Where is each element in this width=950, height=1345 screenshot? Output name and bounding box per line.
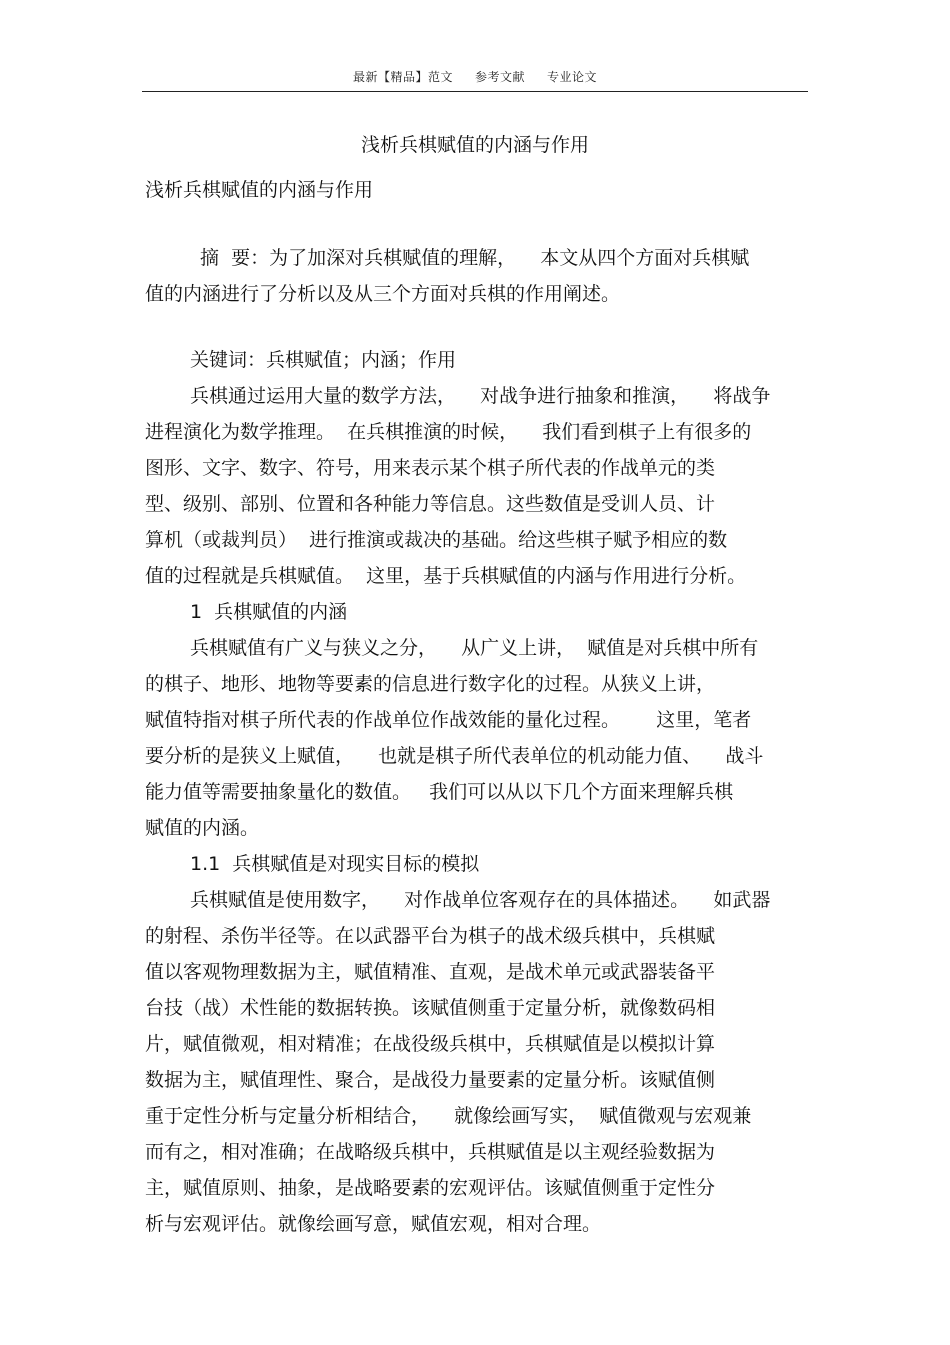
- header-divider: [142, 91, 808, 92]
- paragraph-line: 图形、文字、数字、符号，用来表示某个棋子所代表的作战单元的类: [145, 457, 716, 479]
- subsection-heading: 1.1 兵棋赋值是对现实目标的模拟: [190, 853, 480, 875]
- paragraph-line: 而有之，相对准确；在战略级兵棋中，兵棋赋值是以主观经验数据为: [145, 1141, 716, 1163]
- document-title: 浅析兵棋赋值的内涵与作用: [360, 134, 589, 156]
- paragraph-line: 要分析的是狭义上赋值， 也就是棋子所代表单位的机动能力值、 战斗: [145, 745, 764, 767]
- keywords: 关键词：兵棋赋值；内涵；作用: [190, 349, 457, 371]
- paragraph-line: 兵棋赋值是使用数字， 对作战单位客观存在的具体描述。 如武器: [190, 889, 771, 911]
- paragraph-line: 析与宏观评估。就像绘画写意，赋值宏观，相对合理。: [145, 1213, 602, 1235]
- paragraph-line: 算机（或裁判员） 进行推演或裁决的基础。给这些棋子赋予相应的数: [145, 529, 728, 551]
- abstract-line: 摘 要：为了加深对兵棋赋值的理解， 本文从四个方面对兵棋赋: [200, 247, 750, 269]
- header-item-essay: 最新【精品】范文: [352, 70, 453, 84]
- paragraph-line: 数据为主，赋值理性、聚合，是战役力量要素的定量分析。该赋值侧: [145, 1069, 716, 1091]
- paragraph-line: 兵棋通过运用大量的数学方法， 对战争进行抽象和推演， 将战争: [190, 385, 771, 407]
- document-body: [145, 172, 805, 1242]
- paragraph-line: 值的过程就是兵棋赋值。 这里，基于兵棋赋值的内涵与作用进行分析。: [145, 565, 747, 587]
- paragraph-line: 片，赋值微观，相对精准；在战役级兵棋中，兵棋赋值是以模拟计算: [145, 1033, 716, 1055]
- paragraph-line: 的棋子、地形、地物等要素的信息进行数字化的过程。从狭义上讲，: [145, 673, 716, 695]
- paragraph-line: 兵棋赋值有广义与狭义之分， 从广义上讲， 赋值是对兵棋中所有: [190, 637, 759, 659]
- paragraph-line: 值以客观物理数据为主，赋值精准、直观，是战术单元或武器装备平: [145, 961, 716, 983]
- paragraph-line: 赋值的内涵。: [145, 817, 260, 839]
- paragraph-line: 重于定性分析与定量分析相结合， 就像绘画写实， 赋值微观与宏观兼: [145, 1105, 752, 1127]
- header-item-references: 参考文献: [474, 70, 525, 84]
- paragraph-line: 台技（战）术性能的数据转换。该赋值侧重于定量分析，就像数码相: [145, 997, 716, 1019]
- paragraph-line: 赋值特指对棋子所代表的作战单位作战效能的量化过程。 这里，笔者: [145, 709, 752, 731]
- header-item-papers: 专业论文: [547, 70, 598, 84]
- paragraph-line: 主，赋值原则、抽象，是战略要素的宏观评估。该赋值侧重于定性分: [145, 1177, 716, 1199]
- section-heading: 1 兵棋赋值的内涵: [190, 601, 348, 623]
- article-title: 浅析兵棋赋值的内涵与作用: [145, 179, 374, 201]
- paragraph-line: 进程演化为数学推理。 在兵棋推演的时候， 我们看到棋子上有很多的: [145, 421, 752, 443]
- paragraph-line: 能力值等需要抽象量化的数值。 我们可以从以下几个方面来理解兵棋: [145, 781, 734, 803]
- page-header: [0, 68, 950, 85]
- paragraph-line: 的射程、杀伤半径等。在以武器平台为棋子的战术级兵棋中，兵棋赋: [145, 925, 716, 947]
- abstract-line: 值的内涵进行了分析以及从三个方面对兵棋的作用阐述。: [145, 283, 621, 305]
- paragraph-line: 型、级别、部别、位置和各种能力等信息。这些数值是受训人员、计: [145, 493, 716, 515]
